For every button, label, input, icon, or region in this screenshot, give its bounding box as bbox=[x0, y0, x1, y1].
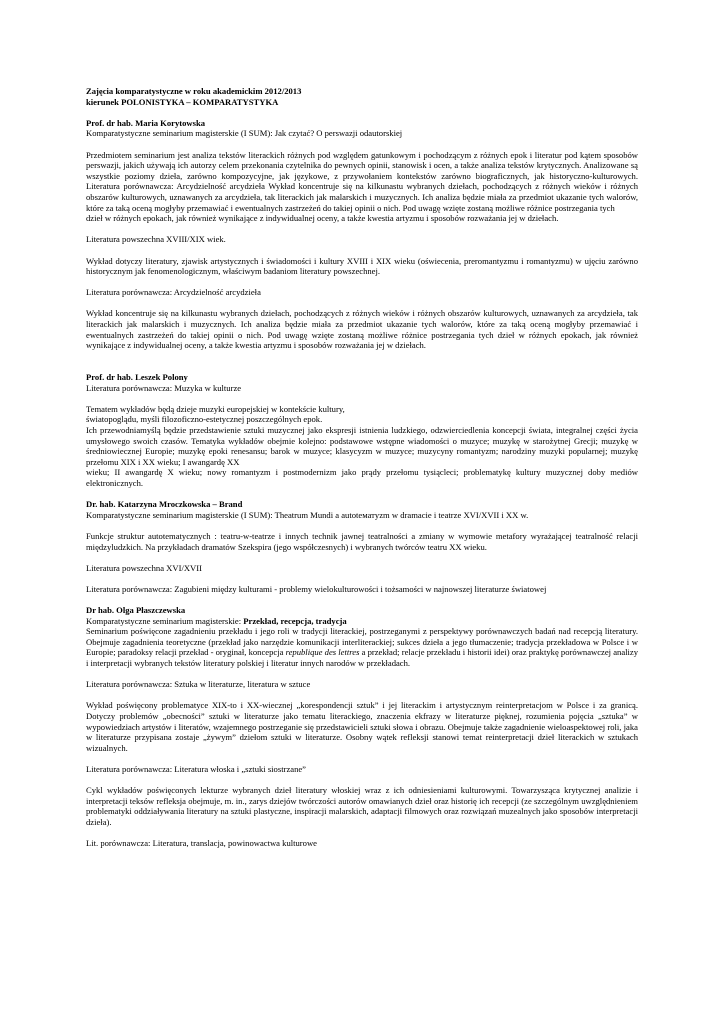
lecturer-name-mroczkowska: Dr. hab. Katarzyna Mroczkowska – Brand bbox=[86, 499, 243, 510]
course-title-zagubieni: Literatura porównawcza: Zagubieni między kulturami - problemy wielokulturowości i tożsamości w najnowszej literaturze światowej bbox=[86, 583, 547, 594]
seminar-title-mroczkowska: Komparatystyczne seminarium magisterskie (I SUM): Theatrum Mundi a autoteматyzm w dramacie i teatrze XVI/XVII i XX w. bbox=[86, 509, 529, 520]
seminar-title-prefix: Komparatystyczne seminarium magisterskie: bbox=[86, 615, 244, 626]
course-description-muzyka-line1: Tematem wykładów będą dzieje muzyki europejskiej w kontekście kultury, bbox=[86, 403, 345, 414]
seminar-description-plaszczewska bbox=[86, 626, 638, 668]
doc-header-line2: kierunek POLONISTYKA – KOMPARATYSTYKA bbox=[86, 96, 279, 107]
lecturer-name-polony: Prof. dr hab. Leszek Polony bbox=[86, 372, 188, 383]
course-description-muzyka-line2: światopoglądu, myśli filozoficzno-estetycznej poszczególnych epok. bbox=[86, 414, 323, 425]
doc-header-line1: Zajęcia komparatystyczne w roku akademickim 2012/2013 bbox=[86, 86, 302, 96]
seminar-description-part-a: Seminarium poświęcone zagadnieniu przekładu i jego roli w tradycji literackiej, postrzeganymi z perspektywy porównawczych badań nad recepcją literatury. Obejmuje zagadnienia teoretyczne (przekład jako narzędzie komunikacji interliterackiej; sukces dzieła a jego tłumaczenie; tradycja przekładowa w Polsce i w Europie; paradoksy relacji przekład - oryginał, koncepcja bbox=[86, 626, 638, 658]
course-description-sztuka: Wykład poświęcony problematyce XIX-to i XX-wiecznej „korespondencji sztuk” i jej literackim i artystycznym reinterpretacjom w Polsce i za granicą. Dotyczy problemów „obecności” sztuki w literaturze jako tematu literackiego, znaczenia ekfrazy w literaturze pięknej, rozumienia pojęcia „sztuka” w wypowiedziach artystów i literatów, wzajemnego postrzeganie się przedstawicieli sztuki słowa i obrazu. Obejmuje także zagadnienie wieloaspektowej roli, jaka w literaturze przypisana zostaje „żywym” dziełom sztuki w literaturze. Osobny wątek refleksji stanowi temat reinterpretacji dzieł literackich w sztukach wizualnych. bbox=[86, 700, 638, 753]
lecturer-name-korytowska: Prof. dr hab. Maria Korytowska bbox=[86, 117, 206, 128]
seminar-title-bold: Przekład, recepcja, tradycja bbox=[243, 615, 347, 626]
course-title-lit-powszechna-xvi: Literatura powszechna XVI/XVII bbox=[86, 562, 202, 573]
lecturer-name-plaszczewska: Dr hab. Olga Płaszczewska bbox=[86, 605, 186, 616]
course-title-sztuka: Literatura porównawcza: Sztuka w literaturze, literatura w sztuce bbox=[86, 679, 311, 690]
seminar-description-italic: republique des lettres bbox=[285, 647, 360, 658]
course-title-literatura-wloska: Literatura porównawcza: Literatura włoska i „sztuki siostrzane” bbox=[86, 764, 307, 774]
seminar-description-korytowska: Przedmiotem seminarium jest analiza tekstów literackich różnych pod względem gatunkowym i pochodzącym z różnych epok i literatur pod kątem sposobów perswazji, jakich używają ich autorzy celem przekonania czytelnika do pewnych opinii, stanowisk i ocen, a także analiza tekstów krytycznych. Analizowane są wszystkie poziomy dzieła, zarówno kompozycyjne, jak językowe, z przywołaniem kontekstów zarówno biograficznych, jak historyczno-kulturowych. Literatura porównawcza: Arcydzielność arcydzieła Wykład koncentruje się na kilkunastu wybranych dziełach, pochodzących z różnych wieków i różnych obszarów kulturowych, uznawanych za arcydzieła, tak literackich jak malarskich i muzycznych. Ich analiza będzie miała za przedmiot ukazanie tych walorów, które za taką oceną mogłyby przemawiać i ewentualnych zastrzeżeń do takiej opinii o nich. Pod uwagę wzięte zostaną możliwe różnice postrzegania tych bbox=[86, 149, 638, 213]
course-description-muzyka: Ich przewodniamyślą będzie przedstawienie sztuki muzycznej jako ekspresji istnienia ludzkiego, odzwierciedlenia koncepcji świata, integralnej części życia umysłowego swoich czasów. Tematyka wykładów obejmie kolejno: podstawowe wstępne wiadomości o muzyce; muzykę w starożytnej Grecji; muzykę w średniowiecznej Europie; muzykę epoki renesansu; barok w muzyce; klasycyzm w muzyce; muzycyny romantyzm; narodziny muzyki popularnej; muzykę przełomu XIX i XX wieku; I awangardę XX bbox=[86, 425, 638, 467]
seminar-description-part-b: a przekład; relacje przekładu i historii idei) oraz praktykę porównawczej analizy i interpretacji wybranych tekstów literatury polskiej i literatur innych narodów w przekładach. bbox=[86, 647, 639, 669]
seminar-title-plaszczewska bbox=[86, 616, 638, 627]
course-description-arcydzielnosc: Wykład koncentruje się na kilkunastu wybranych dziełach, pochodzących z różnych wieków i różnych obszarów kulturowych, uznawanych za arcydzieła, tak literackich jak malarskich i muzycznych. Ich analiza będzie miała za przedmiot ukazanie tych walorów, które za taką oceną mogłyby przemawiać i ewentualnych zastrzeżeń do takiej opinii o nich. Pod uwagę wzięte zostaną możliwe różnice postrzegania tych dzieł w różnych epokach, jak również wynikające z indywidualnej oceny, a także kwestia artyzmu i sposobów rozważania jej w dziełach. bbox=[86, 308, 638, 351]
seminar-description-korytowska-end: dzieł w różnych epokach, jak również wynikające z indywidualnej oceny, a także kwestia artyzmu i sposobów rozważania jej w dziełach. bbox=[86, 213, 559, 224]
document-page bbox=[86, 86, 638, 849]
seminar-description-mroczkowska: Funkcje struktur autotematycznych : teatru-w-teatrze i innych technik jawnej teatralności a zmiany w wymowie metafory wyrażającej teatralność relacji międzyludzkich. Na przykładach dramatów Szekspira (jego współczesnych) i wybranych twórców teatru XX wieku. bbox=[86, 530, 638, 552]
course-description-lit-powszechna: Wykład dotyczy literatury, zjawisk artystycznych i świadomości i kultury XVIII i XIX wieku (oświecenia, preromantyzmu i romantyzmu) w ujęciu zarówno historycznym jak fenomenologicznym, właściwym badaniom literatury powszechnej. bbox=[86, 255, 638, 277]
course-title-muzyka: Literatura porównawcza: Muzyka w kulturze bbox=[86, 382, 242, 393]
course-title-lit-powszechna: Literatura powszechna XVIII/XIX wiek. bbox=[86, 234, 226, 245]
course-title-translacja: Lit. porównawcza: Literatura, translacja, powinowactwa kulturowe bbox=[86, 838, 317, 849]
course-description-muzyka-tail: wieku; II awangardę X wieku; nowy romantyzm i postmodernizm jako prądy przełomu tysiącleci; problematykę kultury muzycznej doby mediów elektronicznych. bbox=[86, 467, 638, 488]
seminar-title-korytowska: Komparatystyczne seminarium magisterskie (I SUM): Jak czytać? O perswazji odautorskiej bbox=[86, 128, 403, 139]
course-title-arcydzielnosc: Literatura porównawcza: Arcydzielność arcydzieła bbox=[86, 287, 261, 298]
course-description-literatura-wloska: Cykl wykładów poświęconych lekturze wybranych dzieł literatury włoskiej wraz z ich odniesieniami kulturowymi. Towarzysząca krytycznej analizie i interpretacji teksów refleksja obejmuje, m. in., zarys dziejów twórczości autorów omawianych dzieł oraz historię ich recepcji (ze szczególnym uwzględnieniem problematyki oddziaływania literatury na sztuki plastyczne, inspiracji malarskich, adaptacji filmowych oraz rozwiązań muzealnych jako sposobów interpretacji dzieła). bbox=[86, 785, 638, 827]
